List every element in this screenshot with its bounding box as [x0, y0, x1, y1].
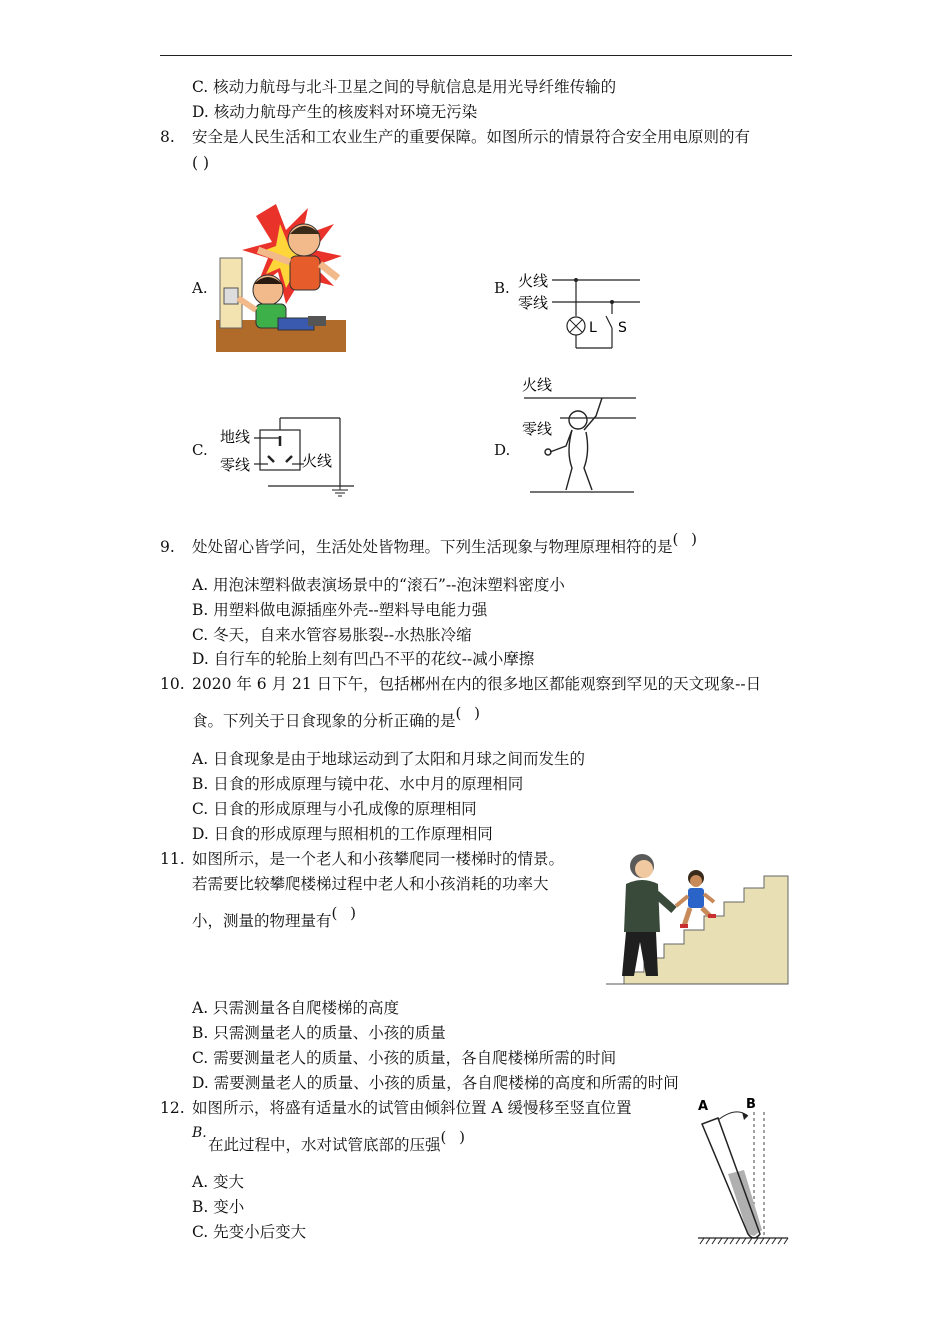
q11-option-b: B. 只需测量老人的质量、小孩的质量: [192, 1024, 446, 1042]
q9-option-c: C. 冬天，自来水管容易胀裂--水热胀冷缩: [192, 626, 472, 644]
fig-b-switch-label: S: [618, 320, 627, 336]
fig-c-neutral-label: 零线: [220, 456, 251, 474]
q11-stem-line1: 如图所示，是一个老人和小孩攀爬同一楼梯时的情景。: [192, 850, 565, 868]
q12-fig-label-a: A: [698, 1099, 709, 1114]
q10-stem-line2: [192, 704, 484, 732]
switch-icon: [606, 316, 612, 328]
q8-figure-a-shock-cartoon: [216, 200, 346, 352]
q11-option-a: A. 只需测量各自爬楼梯的高度: [192, 999, 400, 1017]
fig-d-live-label: 火线: [522, 376, 553, 394]
q7-option-c: C. 核动力航母与北斗卫星之间的导航信息是用光导纤维传输的: [192, 78, 617, 96]
q8-option-c-label: C.: [192, 441, 208, 459]
fig-b-neutral-label: 零线: [518, 294, 549, 312]
q10-answer-paren: ( ): [455, 704, 484, 722]
q10-number: 10.: [160, 675, 185, 693]
q8-answer-paren: ( ): [192, 154, 210, 172]
q12-number: 12.: [160, 1099, 185, 1117]
q11-stem-text: 小，测量的物理量有: [192, 912, 332, 930]
q9-answer-paren: ( ): [672, 530, 701, 548]
q10-option-d: D. 日食的形成原理与照相机的工作原理相同: [192, 825, 493, 843]
q11-number: 11.: [160, 850, 185, 868]
q12-option-a: A. 变大: [192, 1173, 245, 1191]
q10-option-c: C. 日食的形成原理与小孔成像的原理相同: [192, 800, 477, 818]
q8-figure-b-circuit: [516, 266, 646, 356]
q10-stem-text: 食。下列关于日食现象的分析正确的是: [192, 712, 456, 730]
q12-fig-label-b: B: [746, 1097, 756, 1112]
q12-stem-text: 在此过程中，水对试管底部的压强: [208, 1136, 441, 1154]
q10-stem-line1: 2020 年 6 月 21 日下午，包括郴州在内的很多地区都能观察到罕见的天文现象--日: [192, 675, 762, 693]
q11-option-d: D. 需要测量老人的质量、小孩的质量，各自爬楼梯的高度和所需的时间: [192, 1074, 679, 1092]
fig-c-ground-label: 地线: [220, 428, 251, 446]
q11-option-c: C. 需要测量老人的质量、小孩的质量，各自爬楼梯所需的时间: [192, 1049, 617, 1067]
test-tube-icon: [702, 1118, 762, 1238]
q8-stem: 安全是人民生活和工农业生产的重要保障。如图所示的情景符合安全用电原则的有: [192, 128, 751, 146]
fig-b-lamp-label: L: [589, 320, 597, 336]
q10-option-b: B. 日食的形成原理与镜中花、水中月的原理相同: [192, 775, 524, 793]
q9-option-a: A. 用泡沫塑料做表演场景中的“滚石”--泡沫塑料密度小: [192, 576, 565, 594]
q12-answer-paren: ( ): [440, 1128, 469, 1146]
fig-b-live-label: 火线: [518, 272, 549, 290]
q11-stem-line3: [192, 904, 360, 932]
q10-option-a: A. 日食现象是由于地球运动到了太阳和月球之间而发生的: [192, 750, 586, 768]
q9-stem: [192, 530, 701, 558]
q12-point-b: B.: [192, 1125, 207, 1141]
q9-option-b: B. 用塑料做电源插座外壳--塑料导电能力强: [192, 601, 488, 619]
q12-option-b: B. 变小: [192, 1198, 245, 1216]
q11-stem-line2: 若需要比较攀爬楼梯过程中老人和小孩消耗的功率大: [192, 875, 549, 893]
q11-figure-stairs: [604, 850, 790, 986]
q8-option-b-label: B.: [494, 279, 510, 297]
q9-stem-text: 处处留心皆学问，生活处处皆物理。下列生活现象与物理原理相符的是: [192, 538, 673, 556]
fig-d-neutral-label: 零线: [522, 420, 553, 438]
q11-answer-paren: ( ): [331, 904, 360, 922]
person-icon: [545, 398, 602, 490]
q12-stem-line2: [208, 1128, 469, 1156]
q9-option-d: D. 自行车的轮胎上刻有凹凸不平的花纹--减小摩擦: [192, 650, 535, 668]
q8-number: 8.: [160, 128, 175, 146]
q12-figure-test-tube: [692, 1094, 792, 1250]
q9-number: 9.: [160, 538, 175, 556]
header-rule: [160, 55, 792, 56]
q8-option-d-label: D.: [494, 441, 511, 459]
fig-c-live-label: 火线: [302, 452, 333, 470]
q8-option-a-label: A.: [192, 279, 208, 297]
q7-option-d: D. 核动力航母产生的核废料对环境无污染: [192, 103, 478, 121]
q12-stem-line1: 如图所示，将盛有适量水的试管由倾斜位置 A 缓慢移至竖直位置: [192, 1099, 632, 1117]
q12-option-c: C. 先变小后变大: [192, 1223, 307, 1241]
q8-figure-d-person-wire: [520, 372, 638, 496]
q8-figure-c-socket: [218, 412, 358, 502]
